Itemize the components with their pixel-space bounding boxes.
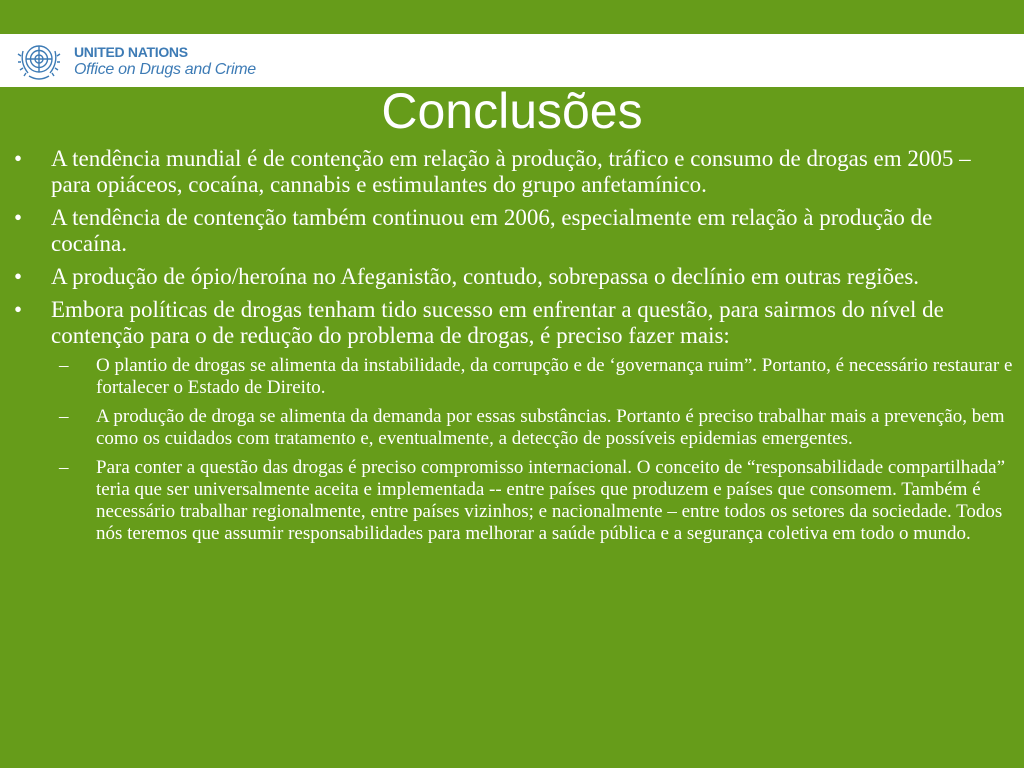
sub-bullet-marker: – bbox=[59, 457, 69, 478]
un-emblem-icon bbox=[15, 37, 63, 85]
bullet-marker: • bbox=[14, 205, 23, 230]
logo-line-2: Office on Drugs and Crime bbox=[74, 61, 256, 78]
bullet-item bbox=[14, 297, 1014, 545]
sub-bullet-text: A produção de droga se alimenta da demanda por essas substâncias. Portanto é preciso trabalhar mais a prevenção, bem como os cuidados com tratamento e, eventualmente, a detecção de possíveis epidemias emergentes. bbox=[96, 406, 1005, 449]
slide-content bbox=[14, 146, 1014, 552]
bullet-text: A produção de ópio/heroína no Afeganistão, contudo, sobrepassa o declínio em outras regiões. bbox=[51, 264, 920, 289]
bullet-text: Embora políticas de drogas tenham tido sucesso em enfrentar a questão, para sairmos do nível de contenção para o de redução do problema de drogas, é preciso fazer mais: bbox=[51, 297, 944, 348]
sub-bullet-marker: – bbox=[59, 355, 69, 376]
sub-bullet-item bbox=[51, 355, 1018, 399]
bullet-item bbox=[14, 146, 1014, 198]
logo-line-1: UNITED NATIONS bbox=[74, 44, 188, 60]
bullet-item bbox=[14, 205, 1014, 257]
sub-bullet-text: O plantio de drogas se alimenta da instabilidade, da corrupção e de ‘governança ruim”. Portanto, é necessário restaurar e fortalecer o Estado de Direito. bbox=[96, 355, 1013, 398]
sub-bullet-item bbox=[51, 406, 1018, 450]
slide-title: Conclusões bbox=[381, 83, 643, 139]
bullet-item bbox=[14, 264, 1014, 290]
sub-bullet-list bbox=[51, 355, 1014, 545]
bullet-marker: • bbox=[14, 297, 23, 322]
bullet-list bbox=[14, 146, 1014, 545]
bullet-marker: • bbox=[14, 264, 23, 289]
bullet-text: A tendência de contenção também continuou em 2006, especialmente em relação à produção de cocaína. bbox=[51, 205, 933, 256]
sub-bullet-marker: – bbox=[59, 406, 69, 427]
bullet-marker: • bbox=[14, 146, 23, 171]
sub-bullet-item bbox=[51, 457, 1018, 545]
sub-bullet-text: Para conter a questão das drogas é preciso compromisso internacional. O conceito de “responsabilidade compartilhada” teria que ser universalmente aceita e implementada -- entre países que produzem e países que consomem. Também é necessário trabalhar regionalmente, entre países vizinhos; e nacionalmente – entre todos os setores da sociedade. Todos nós teremos que assumir responsabilidades para melhorar a saúde pública e a segurança coletiva em todo o mundo. bbox=[96, 457, 1006, 544]
logo-text bbox=[74, 44, 256, 78]
bullet-text: A tendência mundial é de contenção em relação à produção, tráfico e consumo de drogas em 2005 – para opiáceos, cocaína, cannabis e estimulantes do grupo anfetamínico. bbox=[51, 146, 971, 197]
